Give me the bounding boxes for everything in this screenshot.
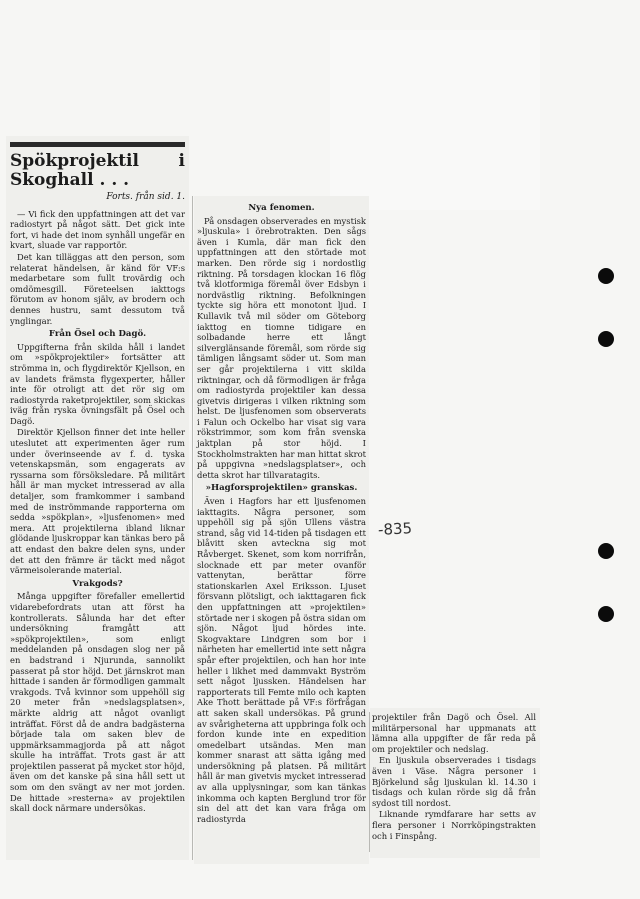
paragraph: Många uppgifter förefaller emellertid vidarebefordrats utan att först ha kontrollerats. Sålunda har det efter undersökning framgått att »spökprojektilen», som enligt meddelanden på onsdagen slog ner på en badstrand i Njurunda, sannolikt passerat på stor höjd. Det järnskrot man hittade i sanden är förmodligen gammalt vrakgods. Två kvinnor som uppehöll sig 20 meter från »nedslagsplatsen», märkte aldrig att något ovanligt inträffat. Först då de andra badgästerna började tala om saken blev de uppmärksammagjorda på att något skulle ha inträffat. Trots gast är att projektilen passerat på mycket stor höjd, även om det kanske på sina håll sett ut som om den svängt av ner mot jorden. De hittade »resterna» av projektilen skall dock närmare undersökas. (10, 591, 185, 814)
article-column-3 (372, 712, 536, 842)
punch-hole-icon (598, 331, 614, 347)
paragraph: — Vi fick den uppfattningen att det var radiostyrt på något sätt. Det gick inte fort, vi hade det inom synhåll ungefär en kvart, sluade var rapportör. (10, 208, 185, 251)
paragraph: Liknande rymdfarare har setts av flera personer i Norrköpingstrakten och i Finspång. (372, 809, 536, 841)
paragraph: Även i Hagfors har ett ljusfenomen iakttagits. Några personer, som uppehöll sig på sjön Ullens västra strand, såg vid 14-tiden på tisdagen ett blåvitt sken avteckna sig mot Råvberget. Skenet, som kom norrifrån, slocknade ett par meter ovanför vattenytan, berättar förre stationskarlen Axel Eriksson. Ljuset försvann plötsligt, och iakttagaren fick den uppfattningen att »projektilen» störtade ner i skogen på östra sidan om sjön. Något ljud hördes inte. Skogvaktare Lindgren som bor i närheten har emellertid inte sett några spår efter projektilen, och han hor inte heller i likhet med dammvakt Byström sett något ljussken. Händelsen har rapporterats till Femte milo och kapten Ake Thott berättade på VF:s förfrågan att saken skall undersökas. På grund av svårigheterna att uppbringa folk och fordon kunde inte en expedition omedelbart utsändas. Men man kommer snarast att sätta igång med undersökning på platsen. På militärt håll är man givetvis mycket intresserad av alla upplysningar, som kan tänkas inkomma och kapten Berglund tror för sin del att det kan vara fråga om radiostyrda (197, 496, 366, 824)
paragraph: På onsdagen observerades en mystisk »ljuskula» i örebrotrakten. Den sågs även i Kumla, där man fick den uppfattningen att den störtade mot marken. Den rörde sig i nordostlig riktning. På torsdagen klockan 16 flög två klotformiga föremål över Edsbyn i nordvästlig riktning. Befolkningen tyckte sig höra ett monotont ljud. I Kullavik två mil söder om Göteborg iakttog en tiomne tidigare en solbadande herre ett långt silverglänsande föremål, som rörde sig tämligen långsamt söder ut. Som man ser går projektilerna i vitt skilda riktningar, och då förmodligen är fråga om radiostyrda projektiler kan dessa givetvis dirigeras i vilken riktning som helst. De ljusfenomen som observerats i Falun och Ockelbo har visat sig vara rökstrimmor, som kom från svenska jaktplan på stor höjd. I Stockholmstrakten har man hittat skrot på uppgivna »nedslagsplatser», och detta skrot har tillvaratagits. (197, 215, 366, 480)
subheading: Vrakgods? (72, 578, 123, 589)
punch-hole-icon (598, 268, 614, 284)
subheading: Från Ösel och Dagö. (48, 329, 147, 340)
handwritten-annotation: -835 (377, 519, 413, 539)
paragraph: Uppgifterna från skilda håll i landet om »spökprojektiler» fortsätter att strömma in, och flygdirektör Kjellson, en av landets främsta flygexperter, håller inte för otroligt att det rör sig om radiostyrda raketprojektiler, som skickas iväg från ryska övningsfält på Ösel och Dagö. (10, 341, 185, 426)
continued-note: Forts. från sid. 1. (106, 192, 185, 202)
blank-clip-area (330, 30, 540, 210)
column-divider (192, 196, 193, 860)
paragraph: Det kan tilläggas att den person, som relaterat händelsen, är känd för VF:s medarbetare som fullt trovärdig och omdömesgill. Företeelsen iakttogs förutom av honom själv, av brodern och dennes hustru, samt dessutom två ynglingar. (10, 251, 185, 326)
punch-hole-icon (598, 543, 614, 559)
article-column-2 (197, 200, 366, 825)
subheading: »Hagforsprojektilen» granskas. (205, 483, 358, 494)
paragraph: Direktör Kjellson finner det inte heller uteslutet att experimenten äger rum under överinseende av f. d. tyska vetenskapsmän, som engagerats av ryssarna som försöksledare. På militärt håll är man mycket intresserad av alla detaljer, som framkommer i samband med de inströmmande rapporterna om sedda »spökplan», »ljusfenomen» med mera. Att projektilerna ibland liknar glödande ljuskroppar kan tänkas bero på att endast den bakre delen syns, under det att den främre är täckt med något värmeisolerande material. (10, 427, 185, 576)
punch-hole-icon (598, 606, 614, 622)
headline: Spökprojektil i Skoghall . . . (10, 151, 185, 190)
paragraph: En ljuskula observerades i tisdags även i Väse. Några personer i Björkelund såg ljuskulan kl. 14.30 i tisdags och kulan rörde sig då från sydost till nordost. (372, 755, 536, 808)
paragraph: projektiler från Dagö och Ösel. All militärpersonal har uppmanats att lämna alla uppgifter de får reda på om projektiler och nedslag. (372, 712, 536, 754)
subheading: Nya fenomen. (248, 203, 315, 213)
article-column-1 (10, 152, 185, 815)
headline-rule (10, 142, 185, 147)
